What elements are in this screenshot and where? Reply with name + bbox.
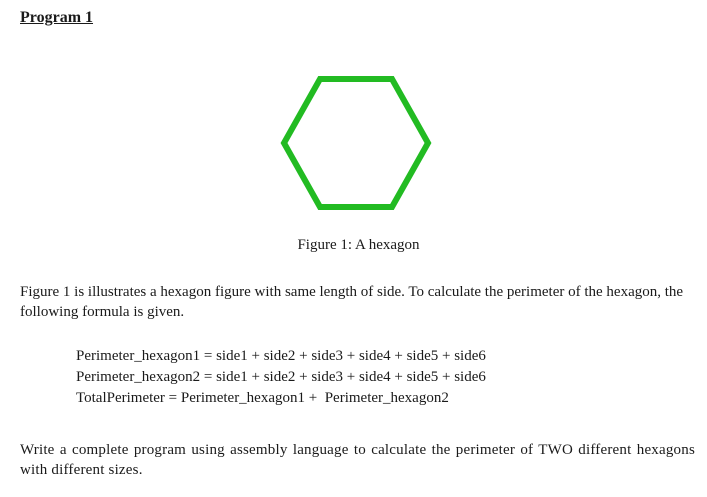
task-paragraph: Write a complete program using assembly language to calculate the perimeter of TWO different hexagons with different sizes. bbox=[20, 442, 695, 478]
formula-perimeter-hexagon2: Perimeter_hexagon2 = side1 + side2 + side3 + side4 + side5 + side6 bbox=[76, 369, 486, 385]
hexagon-figure bbox=[276, 75, 436, 215]
program-heading: Program 1 bbox=[20, 9, 94, 26]
hexagon-shape bbox=[284, 79, 428, 207]
figure-caption-text: Figure 1: A hexagon bbox=[297, 237, 420, 253]
hexagon-icon bbox=[276, 75, 436, 215]
formula-total-perimeter: TotalPerimeter = Perimeter_hexagon1 + Perimeter_hexagon2 bbox=[76, 390, 449, 406]
figure-caption bbox=[0, 235, 707, 255]
formula-perimeter-hexagon1: Perimeter_hexagon1 = side1 + side2 + side3 + side4 + side5 + side6 bbox=[76, 348, 486, 364]
intro-paragraph: Figure 1 is illustrates a hexagon figure with same length of side. To calculate the perimeter of the hexagon, the following formula is given. bbox=[20, 284, 684, 320]
formula-block bbox=[76, 346, 486, 409]
